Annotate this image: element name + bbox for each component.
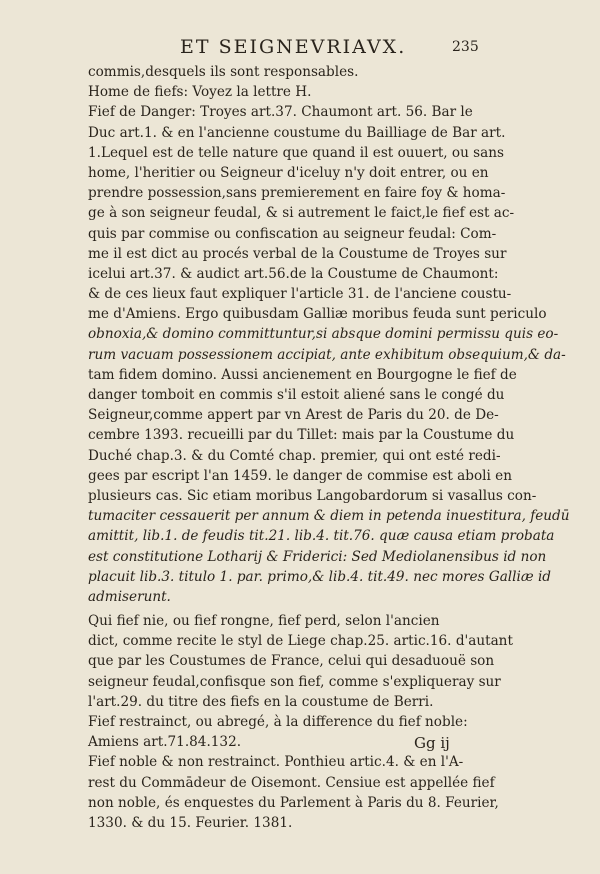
text-line: commis,desquels ils sont responsables. <box>88 64 359 80</box>
text-line: Fief restrainct, ou abregé, à la difference du fief noble: <box>88 714 468 730</box>
text-line: Amiens art.71.84.132. <box>88 734 242 751</box>
text-line: Seigneur,comme appert par vn Arest de Paris du 20. de De- <box>88 407 499 424</box>
text-line: 1330. & du 15. Feurier. 1381. <box>88 814 293 831</box>
latin-line: amittit, lib.1. de feudis tit.21. lib.4. tit.76. quæ causa etiam probata <box>88 528 555 545</box>
text-line: cembre 1393. recueilli par du Tillet: mais par la Coustume du <box>88 427 515 444</box>
text-line: icelui art.37. & audict art.56.de la Coustume de Chaumont: <box>88 265 499 282</box>
latin-line: admiserunt. <box>88 588 171 605</box>
paragraph <box>88 611 518 712</box>
text-line: rest du Commādeur de Oisemont. Censiue est appellée fief <box>88 774 495 791</box>
text-line: Duc art.1. & en l'ancienne coustume du Bailliage de Bar art. <box>88 124 506 141</box>
text-line: que par les Coustumes de France, celui qui desaduouë son <box>88 653 495 670</box>
paragraph <box>88 752 518 833</box>
text-line: Fief de Danger: Troyes art.37. Chaumont art. 56. Bar le <box>88 104 473 121</box>
text-line: dict, comme recite le styl de Liege chap.25. artic.16. d'autant <box>88 633 513 650</box>
latin-line: tumaciter cessauerit per annum & diem in petenda inuestitura, feudū <box>88 508 570 525</box>
body-text <box>88 62 570 833</box>
text-line: Qui fief nie, ou fief rongne, fief perd, selon l'ancien <box>88 613 440 630</box>
text-line: & de ces lieux faut expliquer l'article 31. de l'anciene coustu- <box>88 286 512 303</box>
text-line: l'art.29. du titre des fiefs en la coustume de Berri. <box>88 693 434 710</box>
page-header <box>0 36 600 60</box>
text-line: Duché chap.3. & du Comté chap. premier, qui ont esté redi- <box>88 447 501 464</box>
text-line: tam fidem domino. Aussi ancienement en Bourgogne le fief de <box>88 366 517 383</box>
text-line: prendre possession,sans premierement en faire foy & homa- <box>88 185 506 202</box>
text-line: seigneur feudal,confisque son fief, comme s'expliqueray sur <box>88 673 501 690</box>
text-line: 1.Lequel est de telle nature que quand il est ouuert, ou sans <box>88 144 504 161</box>
latin-line: est constitutione Lotharij & Friderici: Sed Mediolanensibus id non <box>88 548 547 565</box>
signature-mark: Gg ij <box>414 734 450 752</box>
text-line: Fief noble & non restrainct. Ponthieu artic.4. & en l'A- <box>88 754 464 771</box>
latin-line: rum vacuam possessionem accipiat, ante exhibitum obsequium,& da- <box>88 346 566 363</box>
text-line: me d'Amiens. Ergo quibusdam Galliæ moribus feuda sunt periculo <box>88 306 547 323</box>
text-line: ge à son seigneur feudal, & si autrement le faict,le fief est ac- <box>88 205 515 222</box>
text-line: me il est dict au procés verbal de la Coustume de Troyes sur <box>88 245 507 262</box>
text-line: home, l'heritier ou Seigneur d'iceluy n'y doit entrer, ou en <box>88 164 489 181</box>
text-line: danger tomboit en commis s'il estoit aliené sans le congé du <box>88 387 505 403</box>
text-line: non noble, és enquestes du Parlement à Paris du 8. Feurier, <box>88 794 499 811</box>
text-line: quis par commise ou confiscation au seigneur feudal: Com- <box>88 225 497 242</box>
text-line: Home de fiefs: Voyez la lettre H. <box>88 84 312 101</box>
text-line: plusieurs cas. Sic etiam moribus Langobardorum si vasallus con- <box>88 487 537 504</box>
text-line: gees par escript l'an 1459. le danger de commise est aboli en <box>88 467 512 484</box>
paragraph <box>88 712 518 752</box>
running-title: ET SEIGNEVRIAVX. <box>180 36 407 58</box>
page-number: 235 <box>452 39 479 55</box>
latin-line: placuit lib.3. titulo 1. par. primo,& lib.4. tit.49. nec mores Galliæ id <box>88 568 551 585</box>
paragraph <box>88 62 570 607</box>
latin-line: obnoxia,& domino committuntur,si absque domini permissu quis eo- <box>88 326 559 343</box>
